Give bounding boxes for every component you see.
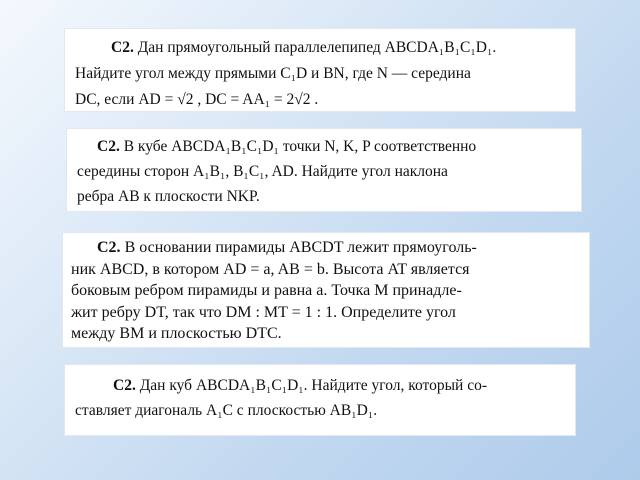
problem-label: С2. — [111, 39, 134, 56]
problem-1-line-3: DC, если AD = √2 , DC = AA₁ = 2√2 . — [75, 91, 319, 108]
problem-card-4 — [64, 364, 576, 436]
problem-4-line-2: ставляет диагональ A₁C с плоскостью AB₁D₁. — [75, 402, 378, 419]
problem-text: Дан куб ABCDA₁B₁C₁D₁. Найдите угол, который со- — [139, 377, 487, 394]
problem-3-line-5: между BM и плоскостью DTC. — [71, 325, 282, 342]
problem-3-line-3: боковым ребром пирамиды и равна a. Точка M принадле- — [71, 282, 462, 299]
problem-2-line-2: середины сторон A₁B₁, B₁C₁, AD. Найдите угол наклона — [77, 163, 448, 180]
problem-3-line-4: жит ребру DT, так что DM : MT = 1 : 1. Определите угол — [71, 303, 456, 321]
problem-3-line-1 — [71, 237, 581, 259]
problem-1-line-2: Найдите угол между прямыми C₁D и BN, где N — середина — [75, 65, 471, 82]
problem-label: С2. — [113, 377, 136, 394]
problem-2-line-3: ребра AB к плоскости NKP. — [77, 188, 260, 205]
problem-text: Дан прямоугольный параллелепипед ABCDA₁B₁C₁D₁. — [137, 39, 497, 56]
problem-text: В основании пирамиды ABCDT лежит прямоуголь- — [124, 239, 477, 256]
problem-label: С2. — [97, 239, 121, 256]
problem-card-2 — [66, 128, 582, 212]
problem-card-3 — [62, 232, 590, 348]
problem-4-line-1 — [75, 373, 565, 398]
problem-1-line-1 — [75, 35, 565, 61]
problem-label: С2. — [97, 138, 120, 155]
problem-text: В кубе ABCDA₁B₁C₁D₁ точки N, K, P соответственно — [123, 138, 477, 155]
problem-card-1 — [64, 28, 576, 112]
problem-2-line-1 — [77, 134, 571, 159]
problem-3-line-2: ник ABCD, в котором AD = a, AB = b. Высота AT является — [71, 260, 470, 278]
